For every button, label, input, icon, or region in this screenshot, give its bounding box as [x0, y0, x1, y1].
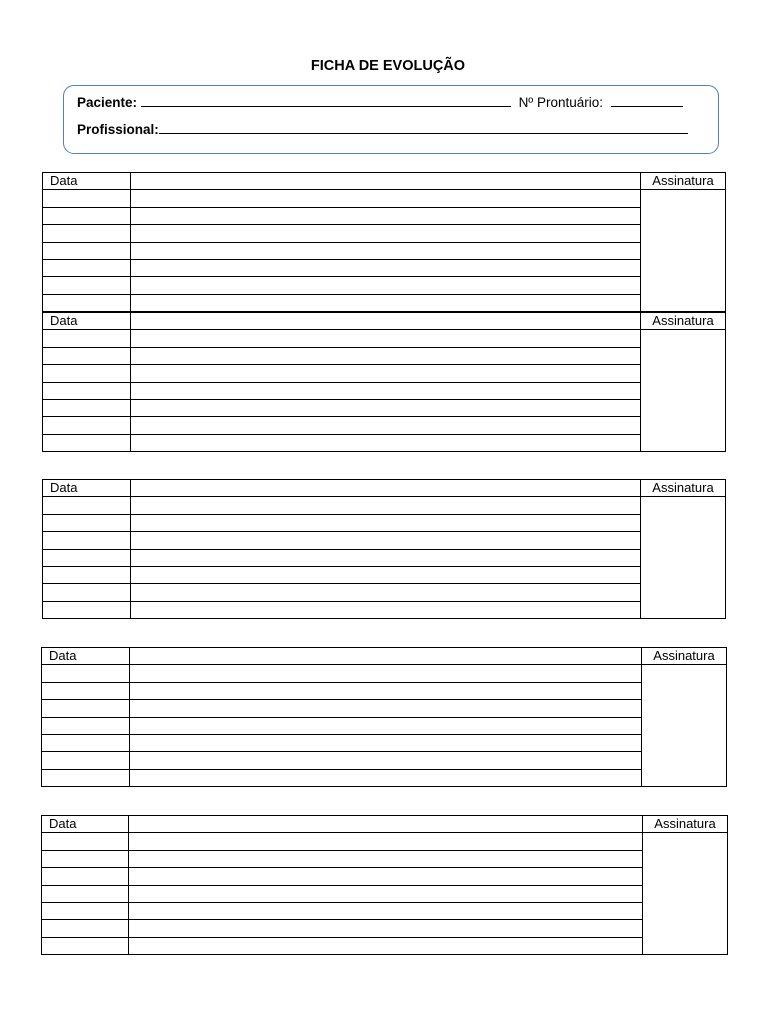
table-row: [43, 330, 726, 347]
date-cell[interactable]: [42, 850, 129, 867]
date-cell[interactable]: [43, 417, 131, 434]
date-cell[interactable]: [43, 347, 131, 364]
page-title: FICHA DE EVOLUÇÃO: [310, 58, 466, 74]
table-row: [43, 347, 726, 364]
date-cell[interactable]: [43, 330, 131, 347]
table-row: [43, 277, 726, 294]
date-header: Data: [42, 816, 129, 833]
date-cell[interactable]: [42, 717, 130, 734]
date-cell[interactable]: [43, 584, 131, 601]
date-cell[interactable]: [42, 682, 130, 699]
notes-cell[interactable]: [129, 833, 643, 850]
signature-header: Assinatura: [641, 313, 726, 330]
record-number-label: Nº Prontuário:: [518, 95, 604, 110]
table-row: [42, 752, 727, 769]
signature-header: Assinatura: [641, 173, 726, 190]
date-header: Data: [43, 313, 131, 330]
date-cell[interactable]: [42, 920, 129, 937]
date-cell[interactable]: [43, 399, 131, 416]
table-row: [43, 365, 726, 382]
date-cell[interactable]: [42, 885, 129, 902]
date-cell[interactable]: [42, 769, 130, 786]
notes-header: [131, 313, 641, 330]
date-cell[interactable]: [43, 225, 131, 242]
signature-header: Assinatura: [643, 816, 728, 833]
notes-cell[interactable]: [131, 532, 641, 549]
date-cell[interactable]: [42, 937, 129, 954]
notes-header: [129, 816, 643, 833]
notes-cell[interactable]: [131, 566, 641, 583]
notes-cell[interactable]: [131, 417, 641, 434]
table-header-row: [42, 648, 727, 665]
notes-cell[interactable]: [130, 752, 642, 769]
table-row: [43, 601, 726, 618]
notes-cell[interactable]: [131, 514, 641, 531]
professional-line: [77, 120, 688, 137]
table-row: [42, 833, 728, 850]
notes-cell[interactable]: [129, 850, 643, 867]
signature-header: Assinatura: [642, 648, 727, 665]
date-cell[interactable]: [43, 497, 131, 514]
evolution-table: [42, 312, 726, 452]
date-cell[interactable]: [42, 833, 129, 850]
patient-line: [77, 93, 683, 110]
table-row: [43, 294, 726, 311]
table-header-row: [43, 173, 726, 190]
signature-cell[interactable]: [641, 330, 726, 452]
notes-cell[interactable]: [131, 190, 641, 207]
table-row: [42, 850, 728, 867]
date-cell[interactable]: [42, 902, 129, 919]
notes-cell[interactable]: [131, 549, 641, 566]
notes-cell[interactable]: [131, 259, 641, 276]
date-cell[interactable]: [43, 514, 131, 531]
table-row: [42, 885, 728, 902]
table-row: [43, 497, 726, 514]
date-cell[interactable]: [42, 752, 130, 769]
date-cell[interactable]: [43, 549, 131, 566]
notes-cell[interactable]: [131, 584, 641, 601]
evolution-table: [41, 647, 727, 787]
table-row: [43, 259, 726, 276]
date-cell[interactable]: [43, 190, 131, 207]
date-cell[interactable]: [43, 207, 131, 224]
notes-cell[interactable]: [130, 734, 642, 751]
date-cell[interactable]: [43, 434, 131, 451]
notes-cell[interactable]: [131, 330, 641, 347]
signature-cell[interactable]: [641, 497, 726, 619]
date-cell[interactable]: [43, 532, 131, 549]
date-cell[interactable]: [42, 868, 129, 885]
signature-cell[interactable]: [643, 833, 728, 955]
notes-cell[interactable]: [131, 225, 641, 242]
date-header: Data: [43, 173, 131, 190]
date-cell[interactable]: [43, 382, 131, 399]
signature-cell[interactable]: [642, 665, 727, 787]
notes-cell[interactable]: [129, 868, 643, 885]
date-header: Data: [43, 480, 131, 497]
table-header-row: [42, 816, 728, 833]
evolution-table: [42, 172, 726, 312]
table-row: [43, 532, 726, 549]
notes-cell[interactable]: [130, 769, 642, 786]
table-row: [43, 225, 726, 242]
notes-cell[interactable]: [130, 717, 642, 734]
notes-cell[interactable]: [131, 399, 641, 416]
table-row: [43, 242, 726, 259]
notes-cell[interactable]: [131, 382, 641, 399]
date-cell[interactable]: [43, 601, 131, 618]
notes-cell[interactable]: [130, 700, 642, 717]
table-row: [42, 682, 727, 699]
table-row: [42, 665, 727, 682]
professional-label: Profissional:: [77, 122, 159, 137]
date-cell[interactable]: [43, 294, 131, 311]
table-header-row: [43, 313, 726, 330]
table-row: [42, 868, 728, 885]
notes-cell[interactable]: [131, 277, 641, 294]
table-row: [43, 399, 726, 416]
table-row: [42, 717, 727, 734]
patient-label: Paciente:: [77, 95, 138, 110]
table-row: [42, 902, 728, 919]
date-cell[interactable]: [43, 277, 131, 294]
notes-cell[interactable]: [131, 434, 641, 451]
table-row: [43, 417, 726, 434]
table-row: [42, 700, 727, 717]
professional-field[interactable]: [159, 120, 688, 134]
table-row: [42, 920, 728, 937]
date-cell[interactable]: [43, 242, 131, 259]
table-row: [42, 769, 727, 786]
table-row: [43, 549, 726, 566]
date-cell[interactable]: [42, 734, 130, 751]
table-row: [43, 207, 726, 224]
table-row: [43, 190, 726, 207]
notes-cell[interactable]: [131, 347, 641, 364]
evolution-table: [42, 479, 726, 619]
table-row: [43, 514, 726, 531]
notes-cell[interactable]: [130, 665, 642, 682]
notes-header: [131, 480, 641, 497]
notes-cell[interactable]: [130, 682, 642, 699]
notes-cell[interactable]: [129, 920, 643, 937]
table-row: [43, 584, 726, 601]
notes-cell[interactable]: [131, 294, 641, 311]
patient-field[interactable]: [141, 93, 511, 107]
patient-info-box: [63, 85, 719, 154]
date-cell[interactable]: [43, 365, 131, 382]
notes-cell[interactable]: [131, 365, 641, 382]
table-row: [43, 434, 726, 451]
notes-header: [131, 173, 641, 190]
date-header: Data: [42, 648, 130, 665]
notes-header: [130, 648, 642, 665]
signature-header: Assinatura: [641, 480, 726, 497]
notes-cell[interactable]: [129, 937, 643, 954]
date-cell[interactable]: [43, 259, 131, 276]
notes-cell[interactable]: [131, 601, 641, 618]
signature-cell[interactable]: [641, 190, 726, 312]
notes-cell[interactable]: [129, 885, 643, 902]
date-cell[interactable]: [43, 566, 131, 583]
notes-cell[interactable]: [129, 902, 643, 919]
date-cell[interactable]: [42, 665, 130, 682]
table-row: [42, 734, 727, 751]
table-row: [42, 937, 728, 954]
date-cell[interactable]: [42, 700, 130, 717]
notes-cell[interactable]: [131, 497, 641, 514]
notes-cell[interactable]: [131, 242, 641, 259]
evolution-table: [41, 815, 728, 955]
table-row: [43, 566, 726, 583]
record-number-field[interactable]: [611, 93, 683, 107]
table-header-row: [43, 480, 726, 497]
notes-cell[interactable]: [131, 207, 641, 224]
table-row: [43, 382, 726, 399]
